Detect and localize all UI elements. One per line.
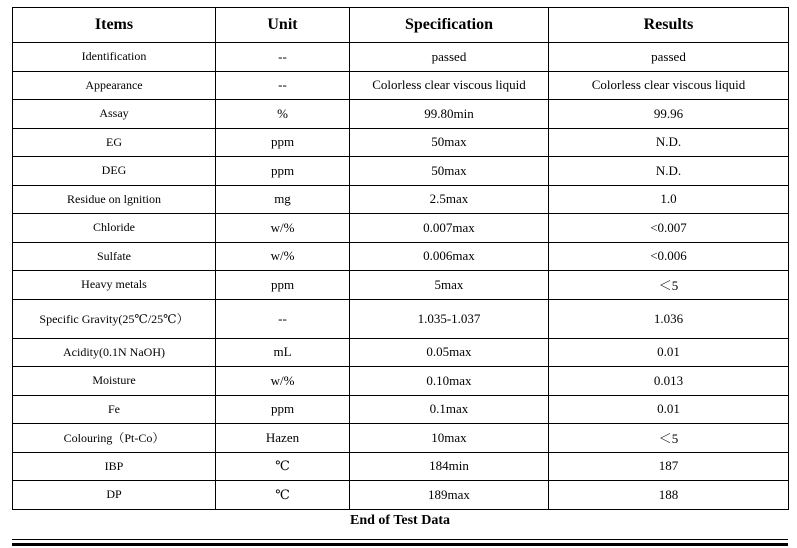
table-row bbox=[13, 299, 789, 338]
end-of-test-data-note: End of Test Data bbox=[350, 512, 450, 528]
item-cell: Heavy metals bbox=[13, 271, 216, 300]
result-cell: ＜5 bbox=[549, 424, 789, 453]
result-cell: <0.007 bbox=[549, 214, 789, 243]
spec-cell: Colorless clear viscous liquid bbox=[350, 71, 549, 100]
table-row bbox=[13, 367, 789, 396]
unit-cell: ℃ bbox=[216, 481, 350, 510]
item-cell: Sulfate bbox=[13, 242, 216, 271]
item-cell: Appearance bbox=[13, 71, 216, 100]
item-cell: DP bbox=[13, 481, 216, 510]
spec-cell: 0.10max bbox=[350, 367, 549, 396]
unit-cell: ℃ bbox=[216, 452, 350, 481]
unit-cell: w/% bbox=[216, 214, 350, 243]
footer-divider-thick bbox=[12, 543, 788, 546]
spec-cell: 184min bbox=[350, 452, 549, 481]
spec-cell: 5max bbox=[350, 271, 549, 300]
unit-cell: -- bbox=[216, 43, 350, 72]
result-cell: <0.006 bbox=[549, 242, 789, 271]
spec-cell: 0.05max bbox=[350, 338, 549, 367]
header-items: Items bbox=[13, 8, 216, 43]
item-cell: Residue on lgnition bbox=[13, 185, 216, 214]
result-cell: 99.96 bbox=[549, 100, 789, 129]
item-cell: IBP bbox=[13, 452, 216, 481]
spec-cell: 0.007max bbox=[350, 214, 549, 243]
result-cell: ＜5 bbox=[549, 271, 789, 300]
table-row bbox=[13, 424, 789, 453]
spec-cell: 10max bbox=[350, 424, 549, 453]
table-row bbox=[13, 185, 789, 214]
unit-cell: % bbox=[216, 100, 350, 129]
spec-cell: 189max bbox=[350, 481, 549, 510]
table-row bbox=[13, 338, 789, 367]
item-cell: Moisture bbox=[13, 367, 216, 396]
result-cell: 188 bbox=[549, 481, 789, 510]
item-cell: DEG bbox=[13, 157, 216, 186]
specification-table bbox=[12, 7, 789, 510]
result-cell: N.D. bbox=[549, 128, 789, 157]
spec-cell: 0.1max bbox=[350, 395, 549, 424]
header-results: Results bbox=[549, 8, 789, 43]
header-specification: Specification bbox=[350, 8, 549, 43]
spec-cell: passed bbox=[350, 43, 549, 72]
table-header-row bbox=[13, 8, 789, 43]
table-row bbox=[13, 271, 789, 300]
unit-cell: w/% bbox=[216, 242, 350, 271]
item-cell: EG bbox=[13, 128, 216, 157]
result-cell: Colorless clear viscous liquid bbox=[549, 71, 789, 100]
unit-cell: w/% bbox=[216, 367, 350, 396]
table-row bbox=[13, 214, 789, 243]
item-cell: Assay bbox=[13, 100, 216, 129]
unit-cell: ppm bbox=[216, 157, 350, 186]
result-cell: 0.01 bbox=[549, 338, 789, 367]
result-cell: 1.0 bbox=[549, 185, 789, 214]
result-cell: 0.013 bbox=[549, 367, 789, 396]
result-cell: passed bbox=[549, 43, 789, 72]
spec-cell: 2.5max bbox=[350, 185, 549, 214]
spec-cell: 50max bbox=[350, 157, 549, 186]
unit-cell: mg bbox=[216, 185, 350, 214]
table-row bbox=[13, 157, 789, 186]
unit-cell: Hazen bbox=[216, 424, 350, 453]
item-cell: Chloride bbox=[13, 214, 216, 243]
unit-cell: mL bbox=[216, 338, 350, 367]
spec-cell: 0.006max bbox=[350, 242, 549, 271]
table-row bbox=[13, 100, 789, 129]
unit-cell: ppm bbox=[216, 271, 350, 300]
spec-cell: 50max bbox=[350, 128, 549, 157]
table-row bbox=[13, 128, 789, 157]
table-row bbox=[13, 395, 789, 424]
item-cell: Specific Gravity(25℃/25℃） bbox=[13, 299, 216, 338]
table-row bbox=[13, 452, 789, 481]
spec-cell: 1.035-1.037 bbox=[350, 299, 549, 338]
footer-divider-thin bbox=[12, 539, 788, 540]
item-cell: Colouring（Pt-Co） bbox=[13, 424, 216, 453]
unit-cell: ppm bbox=[216, 395, 350, 424]
item-cell: Identification bbox=[13, 43, 216, 72]
result-cell: 1.036 bbox=[549, 299, 789, 338]
result-cell: N.D. bbox=[549, 157, 789, 186]
header-unit: Unit bbox=[216, 8, 350, 43]
table-row bbox=[13, 71, 789, 100]
unit-cell: -- bbox=[216, 71, 350, 100]
item-cell: Acidity(0.1N NaOH) bbox=[13, 338, 216, 367]
result-cell: 0.01 bbox=[549, 395, 789, 424]
unit-cell: ppm bbox=[216, 128, 350, 157]
table-row bbox=[13, 481, 789, 510]
item-cell: Fe bbox=[13, 395, 216, 424]
spec-cell: 99.80min bbox=[350, 100, 549, 129]
unit-cell: -- bbox=[216, 299, 350, 338]
table-row bbox=[13, 242, 789, 271]
test-report bbox=[12, 7, 788, 530]
result-cell: 187 bbox=[549, 452, 789, 481]
table-row bbox=[13, 43, 789, 72]
